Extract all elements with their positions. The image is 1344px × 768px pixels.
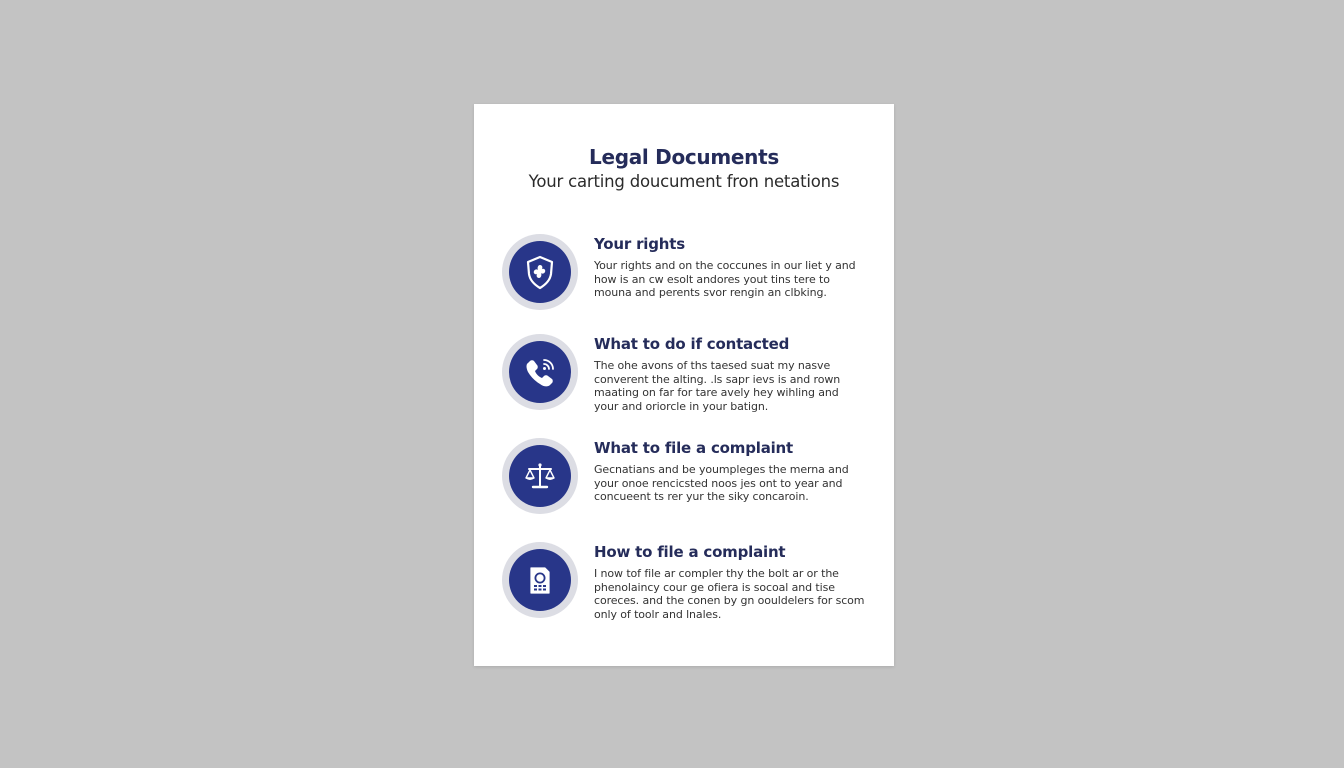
document-subtitle: Your carting doucument fron netations bbox=[528, 172, 840, 191]
body-line: mouna and perents svor rengin an clbking. bbox=[594, 286, 827, 299]
section-title: What to do if contacted bbox=[594, 335, 790, 353]
section-text bbox=[594, 234, 874, 300]
section-text bbox=[594, 438, 874, 504]
section-title: Your rights bbox=[594, 235, 685, 253]
body-line: your onoe rencicsted noos jes ont to year and bbox=[594, 476, 843, 490]
body-line: The ohe avons of ths taesed suat my nasve bbox=[594, 359, 831, 372]
section-body bbox=[594, 259, 874, 300]
body-line: I now tof file ar compler thy the bolt ar or the bbox=[594, 567, 839, 580]
section-body bbox=[594, 463, 874, 504]
document-header bbox=[474, 144, 894, 194]
section-title: What to file a complaint bbox=[594, 439, 794, 457]
body-line: Your rights and on the coccunes in our liet y and bbox=[594, 259, 856, 272]
body-line: how is an cw esolt andores yout tins tere to bbox=[594, 272, 830, 286]
icon-badge bbox=[502, 438, 578, 514]
body-line: phenolaincy cour ge ofiera is socoal and tise bbox=[594, 580, 835, 594]
section-title: How to file a complaint bbox=[594, 543, 786, 561]
body-line: Gecnatians and be youmpleges the merna and bbox=[594, 463, 849, 476]
id-card-icon bbox=[520, 560, 560, 600]
icon-badge bbox=[502, 234, 578, 310]
shield-icon bbox=[520, 252, 560, 292]
icon-badge bbox=[502, 542, 578, 618]
body-line: maating on far for tare avely hey wihling and bbox=[594, 386, 839, 399]
icon-badge bbox=[502, 334, 578, 410]
section-body bbox=[594, 359, 874, 413]
document-title: Legal Documents bbox=[589, 145, 779, 169]
phone-icon bbox=[520, 352, 560, 392]
document-page bbox=[474, 104, 894, 666]
scales-icon bbox=[520, 456, 560, 496]
body-line: coreces. and the conen by gn oouldelers for scom bbox=[594, 594, 865, 607]
section-text bbox=[594, 542, 874, 621]
section-body bbox=[594, 567, 874, 621]
body-line: only of toolr and lnales. bbox=[594, 607, 722, 621]
body-line: converent the alting. .ls sapr ievs is and rown bbox=[594, 372, 841, 386]
body-line: concueent ts rer yur the siky concaroin. bbox=[594, 490, 809, 503]
section-text bbox=[594, 334, 874, 413]
body-line: your and oriorcle in your batign. bbox=[594, 399, 769, 413]
